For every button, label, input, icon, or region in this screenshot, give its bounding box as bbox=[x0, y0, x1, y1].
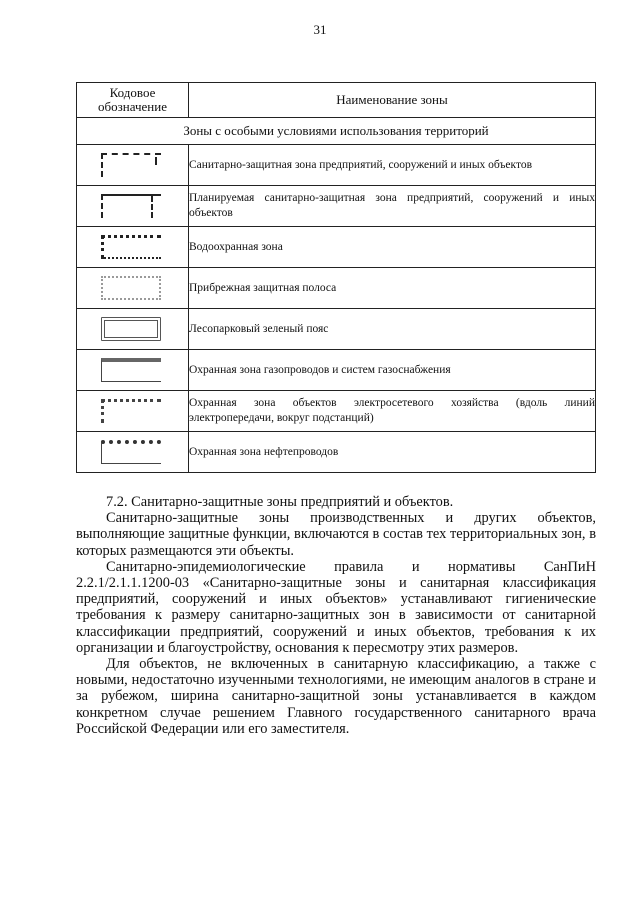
symbol-cell bbox=[77, 432, 189, 473]
table-row bbox=[77, 350, 596, 391]
zone-name: Охранная зона нефтепроводов bbox=[189, 432, 596, 473]
symbol-cell bbox=[77, 145, 189, 186]
symbol-cell bbox=[77, 227, 189, 268]
symbol-cell bbox=[77, 391, 189, 432]
gas-pipeline-zone-symbol bbox=[101, 358, 161, 382]
planned-sanitary-zone-symbol bbox=[101, 194, 161, 218]
symbol-cell bbox=[77, 268, 189, 309]
table-row bbox=[77, 391, 596, 432]
zone-name: Санитарно-защитная зона предприятий, сооружений и иных объектов bbox=[189, 145, 596, 186]
table-row bbox=[77, 309, 596, 350]
zone-name: Планируемая санитарно-защитная зона предприятий, сооружений и иных объектов bbox=[189, 186, 596, 227]
section-title: Зоны с особыми условиями использования территорий bbox=[77, 118, 596, 145]
section-heading: 7.2. Санитарно-защитные зоны предприятий и объектов. bbox=[106, 494, 454, 510]
symbol-cell bbox=[77, 186, 189, 227]
power-grid-zone-symbol bbox=[101, 399, 161, 423]
symbol-cell bbox=[77, 309, 189, 350]
paragraph: Для объектов, не включенных в санитарную классификацию, а также с новыми, недостаточно изученными технологиями, не имеющим аналогов в стране и за рубежом, ширина санитарно-защитной зоны устанавливается в каждом конкретном случае решением Главного государственного санитарного врача Российской Федерации или его заместителя. bbox=[76, 656, 596, 737]
zone-name: Охранная зона газопроводов и систем газоснабжения bbox=[189, 350, 596, 391]
zones-legend-table bbox=[76, 82, 596, 473]
section-row bbox=[77, 118, 596, 145]
coastal-strip-symbol bbox=[101, 276, 161, 300]
table-row bbox=[77, 268, 596, 309]
table-row bbox=[77, 186, 596, 227]
zone-name: Прибрежная защитная полоса bbox=[189, 268, 596, 309]
page-number: 31 bbox=[313, 22, 327, 37]
table-row bbox=[77, 145, 596, 186]
zone-name: Водоохранная зона bbox=[189, 227, 596, 268]
water-protection-zone-symbol bbox=[101, 235, 161, 259]
paragraph: Санитарно-защитные зоны производственных и других объектов, выполняющие защитные функции, включаются в состав тех территориальных зон, в которых размещаются эти объекты. bbox=[76, 510, 596, 559]
zone-name: Охранная зона объектов электросетевого хозяйства (вдоль линий электропередачи, вокруг подстанций) bbox=[189, 391, 596, 432]
header-name: Наименование зоны bbox=[189, 83, 596, 118]
symbol-cell bbox=[77, 350, 189, 391]
table-row bbox=[77, 227, 596, 268]
table-header-row bbox=[77, 83, 596, 118]
zone-name: Лесопарковый зеленый пояс bbox=[189, 309, 596, 350]
table-row bbox=[77, 432, 596, 473]
header-code: Кодовое обозначение bbox=[77, 83, 189, 118]
oil-pipeline-zone-symbol bbox=[101, 440, 161, 464]
body-text bbox=[76, 494, 596, 737]
forest-belt-symbol bbox=[101, 317, 161, 341]
sanitary-zone-symbol bbox=[101, 153, 161, 177]
paragraph: Санитарно-эпидемиологические правила и нормативы СанПиН 2.2.1/2.1.1.1200-03 «Санитарно-защитные зоны и санитарная классификация предприятий, сооружений и иных объектов» устанавливают гигиенические требования к размеру санитарно-защитных зон в зависимости от санитарной классификации предприятий, сооружений и иных объектов, требования к их организации и благоустройству, основания к пересмотру этих размеров. bbox=[76, 558, 596, 656]
